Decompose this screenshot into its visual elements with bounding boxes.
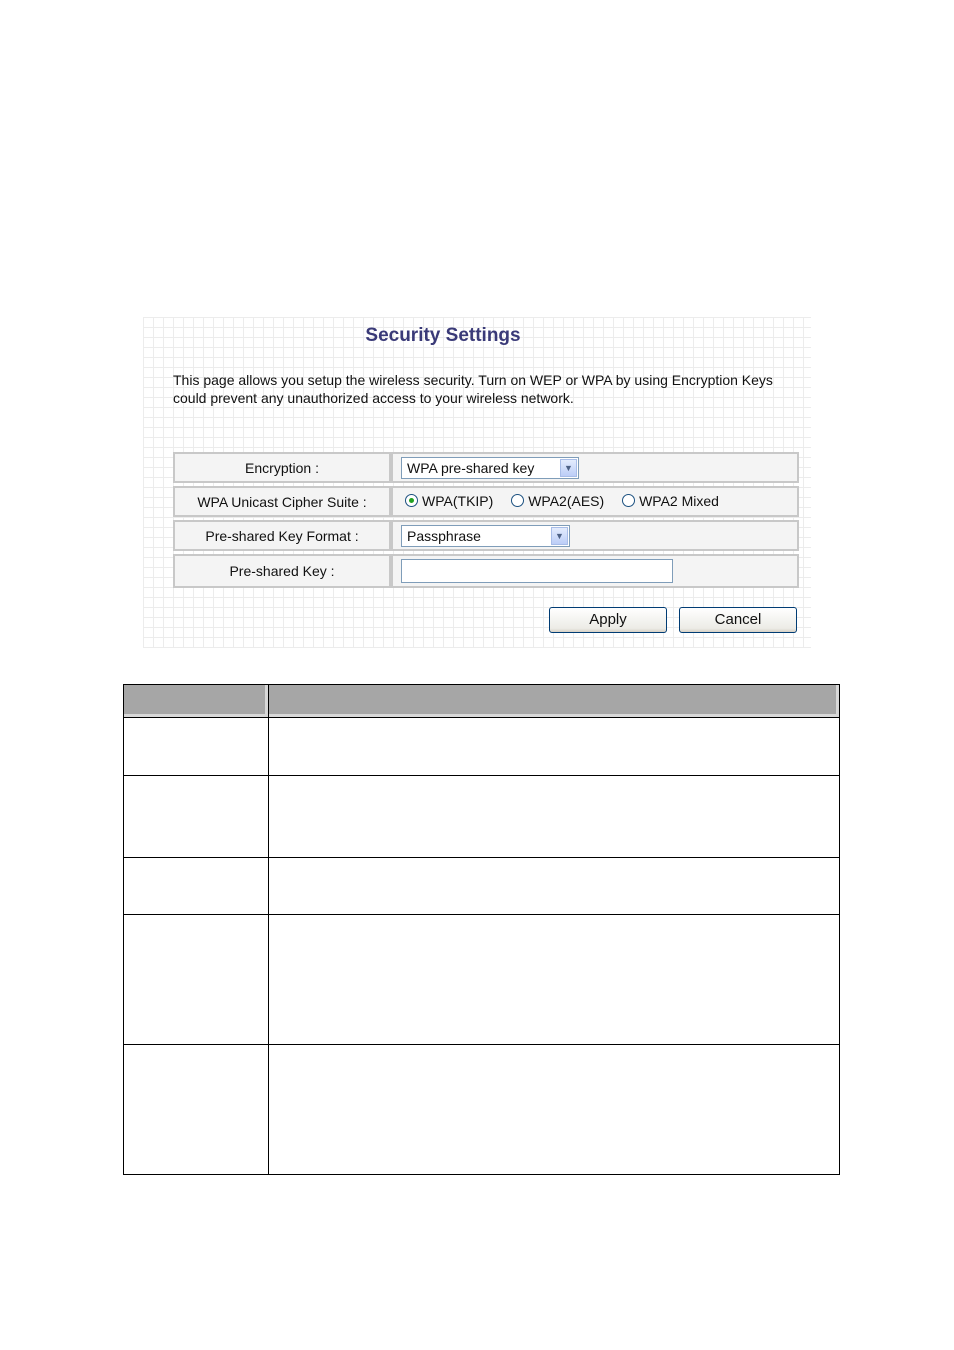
chevron-down-icon[interactable]: ▼	[560, 459, 577, 477]
table-header-cell	[124, 685, 269, 718]
table-cell	[269, 776, 840, 858]
encryption-select[interactable]	[401, 457, 579, 479]
table-cell	[124, 858, 269, 915]
radio-selected-icon[interactable]	[405, 494, 418, 507]
cipher-suite-row	[173, 486, 799, 517]
cipher-suite-label: WPA Unicast Cipher Suite :	[173, 486, 391, 517]
table-cell	[124, 776, 269, 858]
radio-unselected-icon[interactable]	[511, 494, 524, 507]
table-cell	[124, 915, 269, 1045]
preshared-key-input[interactable]	[401, 559, 673, 583]
table-row	[124, 915, 840, 1045]
table-cell	[269, 1045, 840, 1175]
security-settings-panel	[143, 317, 811, 648]
radio-wpa2-mixed-label: WPA2 Mixed	[639, 492, 719, 509]
table-cell	[269, 858, 840, 915]
table-cell	[269, 718, 840, 776]
table-header-row	[124, 685, 840, 718]
radio-wpa2-aes-label: WPA2(AES)	[528, 492, 605, 509]
page-description: This page allows you setup the wireless security. Turn on WEP or WPA by using Encryption Keys could prevent any unauthorized access to your wireless network.	[173, 372, 773, 406]
radio-wpa-tkip-label: WPA(TKIP)	[422, 492, 494, 509]
table-row	[124, 776, 840, 858]
key-format-row	[173, 520, 799, 551]
radio-wpa2-aes[interactable]	[511, 493, 604, 509]
encryption-row	[173, 452, 799, 483]
radio-wpa2-mixed[interactable]	[622, 493, 719, 509]
table-cell	[124, 1045, 269, 1175]
key-format-label: Pre-shared Key Format :	[173, 520, 391, 551]
preshared-key-label: Pre-shared Key :	[173, 554, 391, 588]
chevron-down-icon[interactable]: ▼	[551, 527, 568, 545]
radio-wpa-tkip[interactable]	[405, 493, 493, 509]
key-format-select-value: Passphrase	[407, 527, 481, 544]
encryption-select-value: WPA pre-shared key	[407, 459, 535, 476]
apply-button[interactable]: Apply	[549, 607, 667, 633]
table-row	[124, 1045, 840, 1175]
cancel-button[interactable]: Cancel	[679, 607, 797, 633]
page-title: Security Settings	[365, 325, 521, 346]
table-cell	[124, 718, 269, 776]
table-row	[124, 858, 840, 915]
encryption-label: Encryption :	[173, 452, 391, 483]
radio-unselected-icon[interactable]	[622, 494, 635, 507]
table-header-cell	[269, 685, 840, 718]
security-form	[173, 449, 799, 591]
table-row	[124, 718, 840, 776]
preshared-key-row	[173, 554, 799, 588]
key-format-select[interactable]	[401, 525, 570, 547]
table-cell	[269, 915, 840, 1045]
description-table	[123, 684, 840, 1175]
